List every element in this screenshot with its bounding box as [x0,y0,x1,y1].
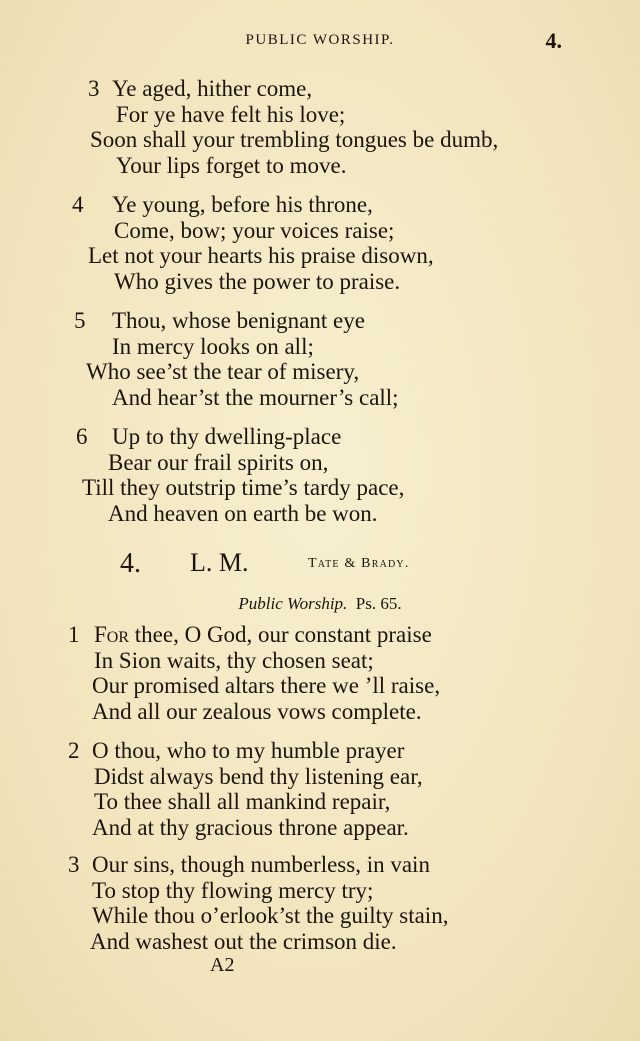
hymn-subtitle [0,594,640,614]
first-line-rest: thee, O God, our constant praise [129,622,432,647]
hymn-author: Tate & Brady. [308,556,410,571]
stanza-number: 4 [72,192,84,217]
verse-line [94,622,432,648]
verse-line: And hear’st the mourner’s call; [112,384,399,410]
verse-line: Ye aged, hither come, [112,76,313,101]
verse-line: While thou o’erlook’st the guilty stain, [92,903,449,928]
running-title: PUBLIC WORSHIP. [245,32,395,48]
verse-line: And at thy gracious throne appear. [92,814,409,840]
verse-line: Our promised altars there we ’ll raise, [92,673,441,698]
subtitle-title: Public Worship. [238,594,348,613]
verse-line: To stop thy flowing mercy try; [92,877,374,903]
verse-line: And all our zealous vows complete. [92,698,422,724]
stanza-number: 2 [68,738,80,763]
verse-line: O thou, who to my humble prayer [92,738,405,763]
verse-line: Didst always bend thy listening ear, [94,763,423,789]
verse-line: Come, bow; your voices raise; [114,217,395,243]
verse-line: Who gives the power to praise. [114,268,401,294]
verse-line: And washest out the crimson die. [90,928,397,954]
signature-mark: A2 [210,954,235,976]
verse-line: Our sins, though numberless, in vain [92,852,430,877]
first-word: For [94,622,130,647]
stanza [0,738,640,840]
stanza [0,852,640,954]
page-number: 4. [545,28,562,53]
hymn-heading [0,548,640,580]
stanza-number: 3 [68,852,80,877]
verse-line: Who see’st the tear of misery, [86,359,360,384]
stanza [0,76,640,178]
verse-line: Let not your hearts his praise disown, [88,243,434,268]
verse-line: To thee shall all mankind repair, [94,789,391,814]
verse-line: For ye have felt his love; [116,101,346,127]
verse-line: In mercy looks on all; [112,333,314,359]
hymn-number: 4. [120,548,141,579]
verse-line: Up to thy dwelling-place [112,424,342,449]
stanza [0,622,640,724]
verse-line: Your lips forget to move. [116,152,347,178]
stanza-number: 6 [76,424,88,449]
verse-line: Bear our frail spirits on, [108,449,329,475]
stanza [0,424,640,526]
verse-line: In Sion waits, thy chosen seat; [94,647,374,673]
stanza [0,192,640,294]
verse-line: Thou, whose benignant eye [112,308,365,333]
verse-line: Ye young, before his throne, [112,192,373,217]
stanza [0,308,640,410]
psalm-reference: Ps. 65. [355,594,402,613]
stanza-number: 5 [74,308,86,333]
verse-line: Till they outstrip time’s tardy pace, [82,475,405,500]
verse-line: Soon shall your trembling tongues be dumb, [90,127,499,152]
stanza-number: 3 [88,76,100,101]
hymn-meter: L. M. [190,548,249,577]
stanza-number: 1 [68,622,80,647]
verse-line: And heaven on earth be won. [108,500,378,526]
